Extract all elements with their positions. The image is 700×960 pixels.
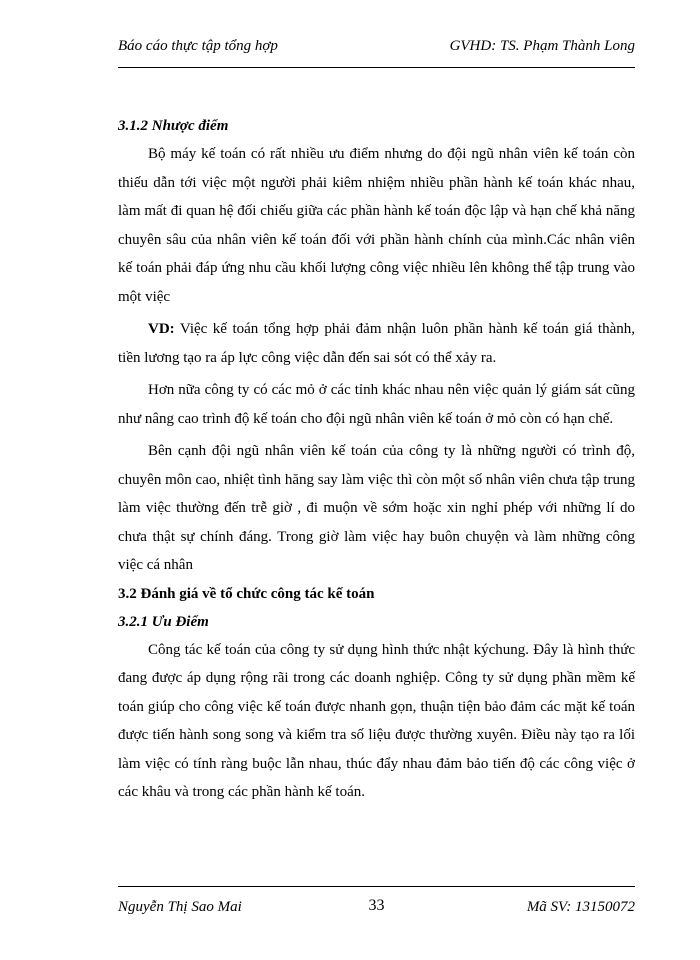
section-heading-3-2: 3.2 Đánh giá về tổ chức công tác kế toán [118, 585, 375, 602]
example-label: VD: [148, 321, 175, 337]
paragraph: Hơn nữa công ty có các mỏ ở các tỉnh khác nhau nên việc quản lý giám sát cũng như nâng cao trình độ kế toán cho đội ngũ nhân viên kế toán ở mỏ còn có hạn chế. [118, 382, 635, 427]
document-body [118, 112, 635, 807]
header-report-title: Báo cáo thực tập tổng hợp [118, 38, 278, 54]
footer-divider [118, 886, 635, 887]
header-supervisor: GVHD: TS. Phạm Thành Long [449, 38, 635, 54]
section-heading-3-2-1: 3.2.1 Ưu Điểm [118, 613, 209, 630]
paragraph: Bộ máy kế toán có rất nhiều ưu điểm nhưng do đội ngũ nhân viên kế toán còn thiếu dẫn tới việc một người phải kiêm nhiệm nhiều phần hành kế toán khác nhau, làm mất đi quan hệ đối chiếu giữa các phần hành kế toán độc lập và hạn chế khả năng chuyên sâu của nhân viên kế toán đối với phần hành chính của mình.Các nhân viên kế toán phải đáp ứng nhu cầu khối lượng công việc nhiều lên không thể tập trung vào một việc [118, 146, 635, 305]
example-text: Việc kế toán tổng hợp phải đảm nhận luôn phần hành kế toán giá thành, tiền lương tạo ra áp lực công việc dẫn đến sai sót có thể xảy ra. [118, 321, 635, 366]
paragraph: Bên cạnh đội ngũ nhân viên kế toán của công ty là những người có trình độ, chuyên môn cao, nhiệt tình hăng say làm việc thì còn một số nhân viên chưa tập trung làm việc thường đến trễ giờ , đi muộn về sớm hoặc xin nghỉ phép với những lí do chưa thật sự chính đáng. Trong giờ làm việc hay buôn chuyện và làm những công việc cá nhân [118, 443, 635, 573]
page-footer [118, 899, 635, 923]
footer-author: Nguyễn Thị Sao Mai [118, 899, 242, 915]
header-divider [118, 67, 635, 68]
page-header [118, 38, 635, 66]
paragraph: Công tác kế toán của công ty sử dụng hình thức nhật kýchung. Đây là hình thức đang được áp dụng rộng rãi trong các doanh nghiệp. Công ty sử dụng phần mềm kế toán giúp cho công việc kế toán được nhanh gọn, thuận tiện bảo đảm các mặt kế toán được tiến hành song song và kiểm tra số liệu được thường xuyên. Điều này tạo ra lối làm việc có tính ràng buộc lẫn nhau, thúc đẩy nhau đảm bảo tiến độ các công việc ở các khâu và trong các phần hành kế toán. [118, 641, 635, 800]
footer-student-id: Mã SV: 13150072 [526, 899, 635, 915]
page-number: 33 [368, 897, 385, 914]
section-heading-3-1-2: 3.1.2 Nhược điểm [118, 118, 229, 134]
paragraph-example [118, 315, 635, 372]
